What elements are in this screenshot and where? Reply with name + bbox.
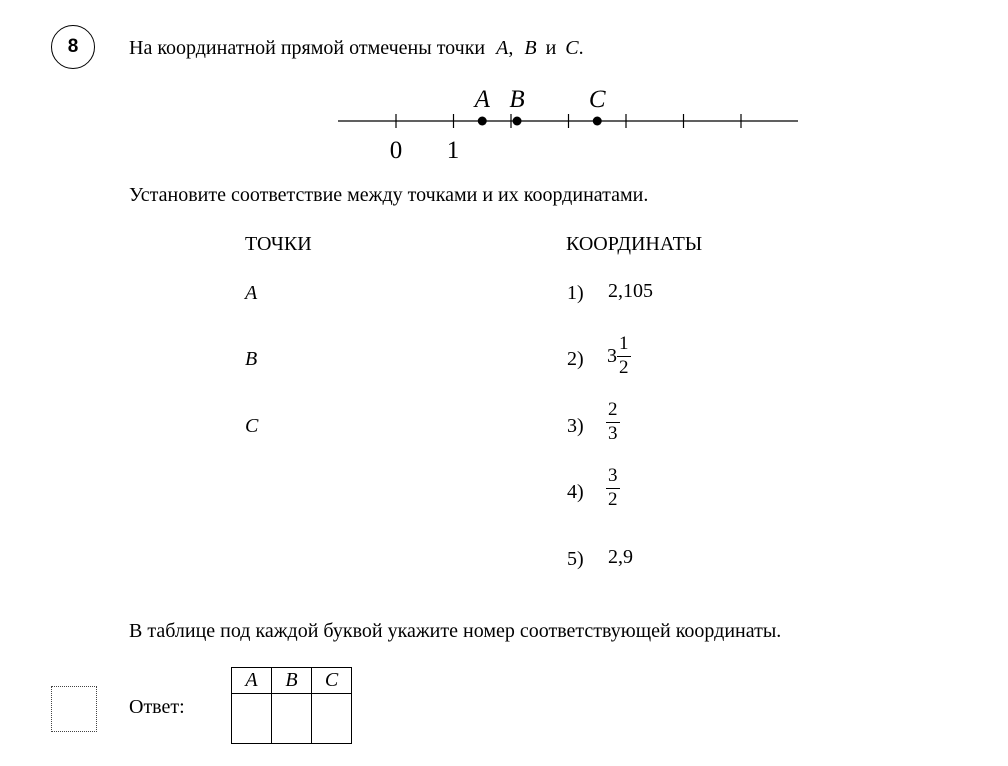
intro-text: На координатной прямой отмечены точки — [129, 37, 486, 59]
point-item-a: A — [245, 282, 258, 304]
option-4-numerator: 3 — [606, 466, 620, 489]
intro-point-a: A — [496, 37, 509, 59]
option-4-denominator: 2 — [608, 488, 618, 510]
option-3-label: 3) — [567, 415, 584, 437]
number-line-point-a — [478, 117, 487, 126]
option-4-value — [606, 466, 620, 511]
answer-cell-b[interactable] — [272, 694, 312, 744]
number-line-point-c — [593, 117, 602, 126]
option-3-numerator: 2 — [606, 400, 620, 423]
option-2-value — [607, 334, 631, 379]
option-3-value — [606, 400, 620, 445]
option-2-label: 2) — [567, 348, 584, 370]
option-4-fraction — [606, 466, 620, 511]
answer-table-input-row — [232, 694, 352, 744]
answer-header-a: A — [232, 668, 272, 694]
option-2-numerator: 1 — [617, 334, 631, 357]
intro-period: . — [578, 37, 584, 59]
task-number: 8 — [67, 36, 79, 57]
intro-conjunction: и — [545, 37, 557, 59]
answer-cell-a[interactable] — [232, 694, 272, 744]
option-1-value: 2,105 — [608, 280, 653, 302]
points-header: ТОЧКИ — [245, 233, 312, 255]
option-2-fraction — [617, 334, 631, 379]
option-5-value: 2,9 — [608, 546, 633, 568]
task-number-badge — [51, 25, 95, 69]
tick-label-zero: 0 — [389, 137, 403, 164]
number-line-point-b — [513, 117, 522, 126]
point-label-c: C — [588, 86, 606, 113]
option-3-denominator: 3 — [608, 422, 618, 444]
point-item-b: B — [245, 348, 258, 370]
answer-label: Ответ: — [129, 696, 185, 718]
task-intro — [129, 37, 584, 60]
option-1-label: 1) — [567, 282, 584, 304]
option-2-denominator: 2 — [619, 356, 629, 378]
tick-label-one: 1 — [446, 137, 460, 164]
option-5-label: 5) — [567, 548, 584, 570]
answer-table — [231, 667, 352, 744]
intro-point-c: C — [565, 37, 579, 59]
matching-instruction: Установите соответствие между точками и их координатами. — [129, 184, 649, 206]
number-line — [330, 80, 810, 170]
option-4-label: 4) — [567, 481, 584, 503]
answer-cell-c[interactable] — [312, 694, 352, 744]
answer-table-header-row — [232, 668, 352, 694]
intro-separator: , — [508, 37, 514, 59]
point-item-c: C — [245, 415, 259, 437]
answer-header-c: C — [312, 668, 352, 694]
option-2-whole: 3 — [607, 344, 617, 367]
coordinates-header: КООРДИНАТЫ — [566, 233, 703, 255]
point-label-a: A — [474, 86, 490, 113]
option-3-fraction — [606, 400, 620, 445]
point-label-b: B — [509, 86, 525, 113]
answer-header-b: B — [272, 668, 312, 694]
answer-checkbox-area — [51, 686, 97, 732]
answer-instruction: В таблице под каждой буквой укажите номер соответствующей координаты. — [129, 620, 782, 642]
intro-point-b: B — [524, 37, 537, 59]
